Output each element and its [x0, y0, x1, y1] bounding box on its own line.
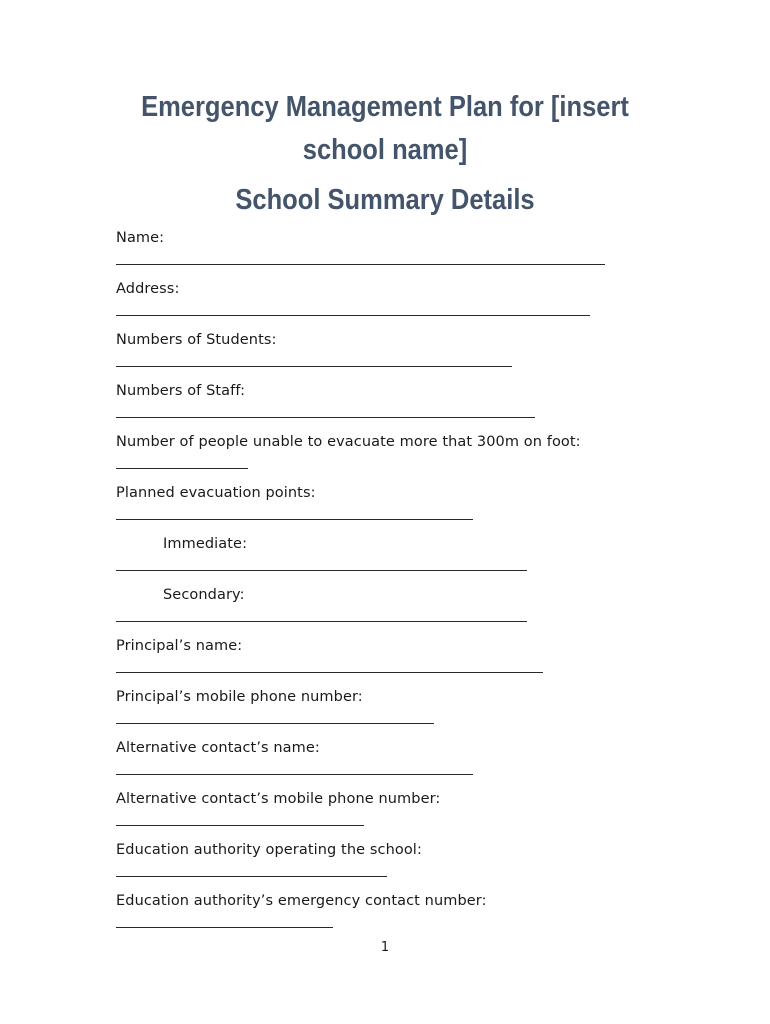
document-title: Emergency Management Plan for [insert school name] [141, 91, 629, 166]
field-unable-to-evacuate [116, 432, 676, 483]
page-number: 1 [380, 940, 390, 955]
field-label: Numbers of Students: [116, 332, 277, 348]
field-alternative-contact-phone [116, 789, 676, 840]
field-label: Alternative contact’s mobile phone number: [116, 791, 441, 807]
answer-line[interactable] [116, 774, 473, 775]
answer-line[interactable] [116, 825, 364, 826]
field-label: Numbers of Staff: [116, 383, 246, 399]
field-label: Education authority operating the school: [116, 842, 422, 858]
field-principal-phone [116, 687, 676, 738]
field-label: Principal’s mobile phone number: [116, 689, 363, 705]
field-label: Alternative contact’s name: [116, 740, 320, 756]
field-label: Immediate: [163, 536, 248, 552]
answer-line[interactable] [116, 264, 605, 265]
field-principal-name [116, 636, 676, 687]
answer-line[interactable] [116, 366, 512, 367]
field-number-of-staff [116, 381, 676, 432]
field-address [116, 279, 676, 330]
answer-line[interactable] [116, 570, 527, 571]
answer-line[interactable] [116, 672, 543, 673]
field-secondary [116, 585, 676, 636]
field-immediate [116, 534, 676, 585]
field-authority-emergency-contact [116, 891, 676, 942]
answer-line[interactable] [116, 621, 527, 622]
answer-line[interactable] [116, 468, 248, 469]
answer-line[interactable] [116, 723, 434, 724]
field-education-authority [116, 840, 676, 891]
answer-line[interactable] [116, 876, 387, 877]
answer-line[interactable] [116, 315, 590, 316]
answer-line[interactable] [116, 927, 333, 928]
field-name [116, 228, 676, 279]
answer-line[interactable] [116, 519, 473, 520]
field-number-of-students [116, 330, 676, 381]
field-label: Address: [116, 281, 180, 297]
field-label: Principal’s name: [116, 638, 243, 654]
field-label: Name: [116, 230, 165, 246]
section-heading: School Summary Details [235, 184, 535, 216]
field-label: Planned evacuation points: [116, 485, 316, 501]
field-label: Education authority’s emergency contact number: [116, 893, 487, 909]
field-label: Number of people unable to evacuate more that 300m on foot: [116, 434, 581, 450]
field-evacuation-points [116, 483, 676, 534]
answer-line[interactable] [116, 417, 535, 418]
form-fields [116, 228, 676, 942]
field-alternative-contact-name [116, 738, 676, 789]
field-label: Secondary: [163, 587, 245, 603]
